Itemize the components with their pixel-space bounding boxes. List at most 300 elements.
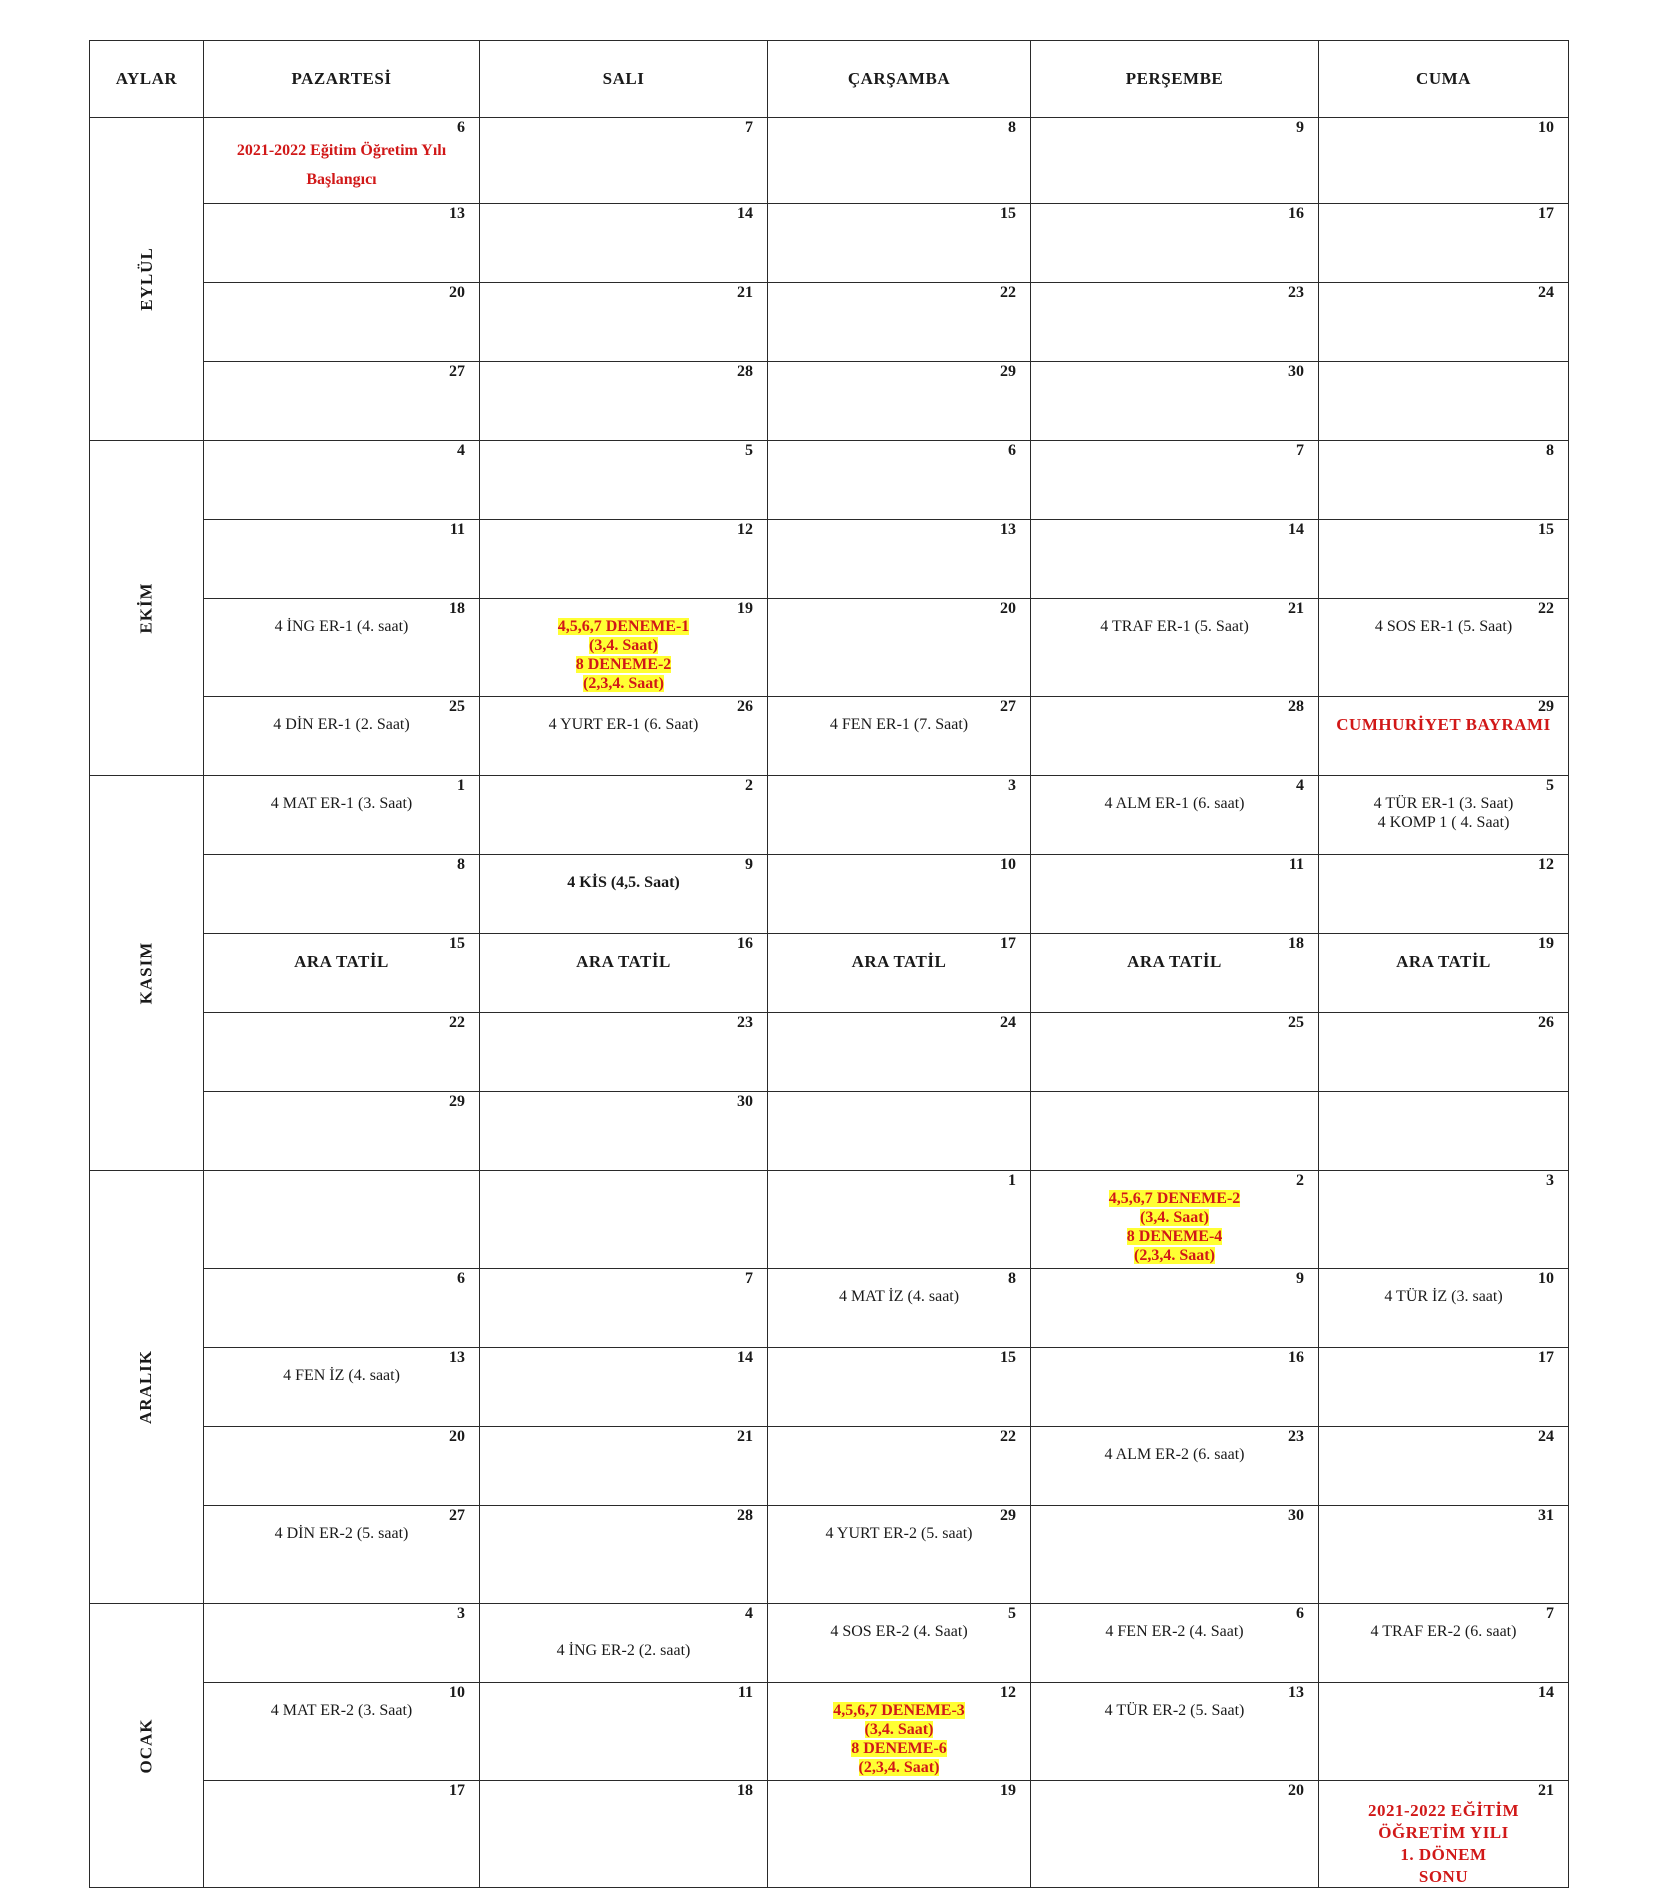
event-list (204, 1348, 479, 1385)
event-line (768, 1287, 1030, 1306)
day-cell-carsamba (768, 1604, 1031, 1683)
day-number: 15 (1538, 521, 1554, 538)
event-list (1319, 1013, 1568, 1031)
event-text: 4 İNG ER-1 (4. saat) (274, 618, 409, 635)
day-number: 20 (1288, 1782, 1304, 1799)
header-pazartesi: PAZARTESİ (204, 41, 480, 118)
day-cell-cuma (1319, 362, 1569, 441)
event-list (768, 1269, 1030, 1306)
event-list (480, 1683, 767, 1701)
calendar-body (90, 118, 1569, 1888)
school-calendar-table (89, 40, 1569, 1888)
event-list (768, 599, 1030, 617)
day-cell-cuma (1319, 776, 1569, 855)
event-line (1319, 617, 1568, 636)
day-cell-carsamba (768, 1506, 1031, 1604)
event-line (1319, 1799, 1568, 1821)
week-row (90, 1348, 1569, 1427)
day-cell-sali (480, 1506, 768, 1604)
day-number: 13 (449, 1349, 465, 1366)
day-number: 5 (1008, 1605, 1016, 1622)
day-number: 18 (737, 1782, 753, 1799)
day-cell-persembe (1031, 934, 1319, 1013)
event-list (1031, 1427, 1318, 1464)
event-list (204, 1506, 479, 1543)
event-text: 4 TRAF ER-2 (6. saat) (1370, 1623, 1517, 1640)
event-text: 4,5,6,7 DENEME-1 (557, 618, 690, 635)
day-number: 25 (449, 698, 465, 715)
day-cell-sali (480, 1604, 768, 1683)
week-row (90, 1092, 1569, 1171)
day-cell-persembe (1031, 1506, 1319, 1604)
day-number: 28 (737, 363, 753, 380)
event-list (1319, 776, 1568, 832)
event-list (480, 1013, 767, 1031)
day-number: 19 (737, 600, 753, 617)
event-list (1319, 697, 1568, 734)
day-cell-pazartesi (204, 1604, 480, 1683)
week-row (90, 697, 1569, 776)
day-cell-persembe (1031, 1269, 1319, 1348)
event-text: 4 KOMP 1 ( 4. Saat) (1377, 814, 1510, 831)
event-list (1319, 1683, 1568, 1701)
day-cell-pazartesi (204, 118, 480, 204)
day-cell-sali (480, 283, 768, 362)
event-line (1319, 715, 1568, 734)
day-cell-cuma (1319, 204, 1569, 283)
event-line (1031, 1227, 1318, 1246)
day-number: 6 (1008, 442, 1016, 459)
event-list (1031, 776, 1318, 813)
day-cell-cuma (1319, 934, 1569, 1013)
event-text: 8 DENEME-2 (575, 656, 672, 673)
event-text: 4 TRAF ER-1 (5. Saat) (1100, 618, 1249, 635)
day-number: 19 (1000, 1782, 1016, 1799)
day-number: 3 (457, 1605, 465, 1622)
day-cell-cuma (1319, 1348, 1569, 1427)
day-cell-pazartesi (204, 1171, 480, 1269)
event-list (1031, 283, 1318, 301)
event-list (768, 1506, 1030, 1543)
day-number: 17 (1538, 205, 1554, 222)
day-cell-persembe (1031, 855, 1319, 934)
day-number: 21 (1288, 600, 1304, 617)
event-text: 4 FEN ER-2 (4. Saat) (1105, 1623, 1244, 1640)
day-number: 17 (449, 1782, 465, 1799)
week-row (90, 1427, 1569, 1506)
event-list (1031, 1604, 1318, 1641)
event-list (1031, 1506, 1318, 1524)
event-list (204, 1683, 479, 1720)
day-number: 29 (1538, 698, 1554, 715)
day-cell-cuma (1319, 855, 1569, 934)
day-cell-carsamba (768, 204, 1031, 283)
day-cell-carsamba (768, 776, 1031, 855)
event-list (480, 118, 767, 136)
day-number: 11 (1288, 856, 1304, 873)
day-number: 15 (449, 935, 465, 952)
event-text: 4 DİN ER-1 (2. Saat) (273, 716, 410, 733)
event-list (480, 599, 767, 693)
event-text: (3,4. Saat) (589, 637, 658, 654)
week-row (90, 520, 1569, 599)
month-cell (90, 776, 204, 1171)
event-line (204, 165, 479, 194)
day-number: 5 (745, 442, 753, 459)
day-number: 12 (1000, 1684, 1016, 1701)
day-number: 14 (737, 1349, 753, 1366)
event-line (1319, 1821, 1568, 1843)
event-list (204, 1269, 479, 1287)
event-list (768, 1683, 1030, 1777)
day-cell-sali (480, 1683, 768, 1781)
day-cell-cuma (1319, 1506, 1569, 1604)
day-number: 30 (1288, 1507, 1304, 1524)
event-line (768, 1701, 1030, 1720)
event-list (204, 1781, 479, 1799)
event-list (1319, 204, 1568, 222)
day-cell-cuma (1319, 1269, 1569, 1348)
event-list (480, 1348, 767, 1366)
event-list (204, 599, 479, 636)
day-number: 27 (1000, 698, 1016, 715)
event-list (204, 204, 479, 222)
day-number: 13 (449, 205, 465, 222)
day-number: 14 (737, 205, 753, 222)
week-row (90, 776, 1569, 855)
event-list (480, 855, 767, 892)
day-number: 22 (1538, 600, 1554, 617)
month-label: KASIM (136, 941, 156, 1005)
event-line (204, 136, 479, 165)
day-number: 9 (1296, 1270, 1304, 1287)
day-number: 8 (1008, 119, 1016, 136)
event-list (768, 362, 1030, 380)
day-cell-carsamba (768, 441, 1031, 520)
event-list (204, 118, 479, 194)
day-number: 6 (457, 1270, 465, 1287)
event-text: 2021-2022 Eğitim Öğretim Yılı (236, 142, 447, 159)
event-line (1031, 1208, 1318, 1227)
day-cell-pazartesi (204, 855, 480, 934)
event-list (1319, 855, 1568, 873)
event-list (768, 1604, 1030, 1641)
header-sali: SALI (480, 41, 768, 118)
day-number: 6 (457, 119, 465, 136)
day-number: 10 (1000, 856, 1016, 873)
event-text: 1. DÖNEM (1400, 1845, 1487, 1864)
day-cell-carsamba (768, 934, 1031, 1013)
event-list (1319, 934, 1568, 971)
day-cell-sali (480, 1171, 768, 1269)
day-cell-pazartesi (204, 1092, 480, 1171)
day-number: 17 (1000, 935, 1016, 952)
event-line (1031, 1622, 1318, 1641)
event-list (1031, 1269, 1318, 1287)
event-list (768, 283, 1030, 301)
event-line (1319, 1287, 1568, 1306)
event-text: (2,3,4. Saat) (583, 675, 664, 692)
event-list (204, 520, 479, 538)
day-cell-persembe (1031, 1427, 1319, 1506)
day-cell-sali (480, 1013, 768, 1092)
day-cell-pazartesi (204, 1683, 480, 1781)
event-text: CUMHURİYET BAYRAMI (1336, 715, 1551, 734)
event-list (1031, 1683, 1318, 1720)
day-cell-cuma (1319, 1171, 1569, 1269)
event-list (1319, 118, 1568, 136)
day-number: 7 (745, 119, 753, 136)
day-number: 4 (745, 1605, 753, 1622)
event-text: 4 TÜR ER-2 (5. Saat) (1104, 1702, 1245, 1719)
day-number: 24 (1538, 1428, 1554, 1445)
event-line (204, 1366, 479, 1385)
event-list (480, 362, 767, 380)
event-list (204, 1171, 479, 1189)
event-list (480, 1604, 767, 1660)
week-row (90, 1604, 1569, 1683)
day-number: 29 (449, 1093, 465, 1110)
day-cell-sali (480, 1092, 768, 1171)
header-carsamba: ÇARŞAMBA (768, 41, 1031, 118)
day-cell-cuma (1319, 1013, 1569, 1092)
day-number: 4 (457, 442, 465, 459)
day-number: 23 (1288, 1428, 1304, 1445)
day-number: 5 (1546, 777, 1554, 794)
event-line (768, 952, 1030, 971)
event-list (1319, 441, 1568, 459)
day-cell-carsamba (768, 118, 1031, 204)
event-text: 4 MAT ER-2 (3. Saat) (270, 1702, 413, 1719)
event-line (1031, 1189, 1318, 1208)
event-list (480, 1506, 767, 1524)
day-number: 2 (1296, 1172, 1304, 1189)
month-label: ARALIK (136, 1349, 156, 1425)
event-line (480, 636, 767, 655)
day-number: 16 (737, 935, 753, 952)
week-row (90, 204, 1569, 283)
day-number: 21 (737, 284, 753, 301)
event-text: (3,4. Saat) (864, 1721, 934, 1738)
day-number: 22 (449, 1014, 465, 1031)
event-list (480, 934, 767, 971)
month-cell (90, 441, 204, 776)
week-row (90, 855, 1569, 934)
day-cell-pazartesi (204, 776, 480, 855)
day-number: 16 (1288, 205, 1304, 222)
day-cell-sali (480, 1427, 768, 1506)
event-text: ARA TATİL (1127, 952, 1222, 971)
event-text: ARA TATİL (1396, 952, 1491, 971)
day-number: 10 (449, 1684, 465, 1701)
day-number: 20 (449, 1428, 465, 1445)
day-cell-sali (480, 855, 768, 934)
day-cell-pazartesi (204, 1269, 480, 1348)
day-cell-sali (480, 776, 768, 855)
day-cell-carsamba (768, 599, 1031, 697)
event-line (480, 655, 767, 674)
day-cell-cuma (1319, 599, 1569, 697)
day-number: 10 (1538, 1270, 1554, 1287)
day-number: 16 (1288, 1349, 1304, 1366)
event-list (768, 934, 1030, 971)
day-cell-persembe (1031, 1013, 1319, 1092)
day-cell-sali (480, 204, 768, 283)
event-text: 4 ALM ER-2 (6. saat) (1104, 1446, 1245, 1463)
event-list (1319, 1427, 1568, 1445)
event-text: 4 ALM ER-1 (6. saat) (1104, 795, 1245, 812)
day-cell-persembe (1031, 362, 1319, 441)
day-cell-persembe (1031, 1092, 1319, 1171)
day-cell-cuma (1319, 1092, 1569, 1171)
day-number: 24 (1000, 1014, 1016, 1031)
event-line (768, 1739, 1030, 1758)
day-cell-cuma (1319, 118, 1569, 204)
day-number: 15 (1000, 1349, 1016, 1366)
event-list (204, 697, 479, 734)
day-number: 25 (1288, 1014, 1304, 1031)
day-number: 1 (457, 777, 465, 794)
event-list (1031, 520, 1318, 538)
day-number: 14 (1538, 1684, 1554, 1701)
event-line (1319, 1843, 1568, 1865)
day-cell-cuma (1319, 441, 1569, 520)
day-number: 9 (745, 856, 753, 873)
event-list (1031, 1013, 1318, 1031)
event-list (204, 934, 479, 971)
day-cell-carsamba (768, 362, 1031, 441)
day-number: 7 (1296, 442, 1304, 459)
day-cell-persembe (1031, 1683, 1319, 1781)
day-number: 9 (1296, 119, 1304, 136)
event-line (204, 617, 479, 636)
event-text: Başlangıcı (306, 171, 377, 188)
header-aylar: AYLAR (90, 41, 204, 118)
day-cell-persembe (1031, 441, 1319, 520)
event-list (204, 855, 479, 873)
event-list (480, 1171, 767, 1189)
event-line (768, 1524, 1030, 1543)
day-cell-sali (480, 697, 768, 776)
event-list (1031, 362, 1318, 380)
event-list (1319, 1781, 1568, 1887)
event-list (1031, 1781, 1318, 1799)
day-cell-pazartesi (204, 1781, 480, 1888)
day-number: 8 (1546, 442, 1554, 459)
day-cell-cuma (1319, 1427, 1569, 1506)
event-list (480, 283, 767, 301)
event-text: 4 YURT ER-2 (5. saat) (825, 1525, 973, 1542)
day-number: 18 (449, 600, 465, 617)
day-number: 21 (1538, 1782, 1554, 1799)
day-number: 14 (1288, 521, 1304, 538)
day-number: 27 (449, 1507, 465, 1524)
day-cell-persembe (1031, 283, 1319, 362)
event-text: ÖĞRETİM YILI (1378, 1823, 1509, 1842)
event-list (768, 441, 1030, 459)
day-cell-persembe (1031, 1781, 1319, 1888)
day-number: 19 (1538, 935, 1554, 952)
day-number: 7 (1546, 1605, 1554, 1622)
month-label: EYLÜL (136, 247, 156, 311)
event-line (768, 715, 1030, 734)
event-list (204, 1013, 479, 1031)
event-line (1319, 952, 1568, 971)
day-cell-carsamba (768, 1683, 1031, 1781)
event-list (768, 1427, 1030, 1445)
day-number: 13 (1288, 1684, 1304, 1701)
event-list (768, 1092, 1030, 1110)
event-list (1031, 1092, 1318, 1110)
event-list (768, 697, 1030, 734)
event-list (480, 1781, 767, 1799)
event-text: (2,3,4. Saat) (858, 1759, 940, 1776)
week-row (90, 441, 1569, 520)
event-line (1319, 1865, 1568, 1887)
header-row (90, 41, 1569, 118)
event-text: ARA TATİL (294, 952, 389, 971)
event-line (768, 1622, 1030, 1641)
day-number: 20 (1000, 600, 1016, 617)
event-line (480, 1622, 767, 1641)
event-text: 8 DENEME-6 (851, 1740, 947, 1757)
event-list (480, 776, 767, 794)
event-list (1319, 1348, 1568, 1366)
event-line (204, 1701, 479, 1720)
week-row (90, 118, 1569, 204)
day-cell-carsamba (768, 1171, 1031, 1269)
day-number: 3 (1546, 1172, 1554, 1189)
day-number: 29 (1000, 1507, 1016, 1524)
day-cell-sali (480, 1348, 768, 1427)
event-list (1031, 599, 1318, 636)
day-cell-pazartesi (204, 441, 480, 520)
day-cell-sali (480, 1781, 768, 1888)
day-cell-persembe (1031, 776, 1319, 855)
week-row (90, 1781, 1569, 1888)
day-number: 1 (1008, 1172, 1016, 1189)
month-cell (90, 1171, 204, 1604)
day-cell-persembe (1031, 118, 1319, 204)
day-cell-carsamba (768, 1013, 1031, 1092)
event-text: 4,5,6,7 DENEME-3 (833, 1702, 965, 1719)
event-line (480, 674, 767, 693)
event-list (1031, 441, 1318, 459)
day-cell-pazartesi (204, 1013, 480, 1092)
event-line (1031, 1246, 1318, 1265)
month-label: OCAK (136, 1718, 156, 1773)
event-list (1031, 697, 1318, 715)
day-number: 28 (737, 1507, 753, 1524)
event-text: 4 MAT ER-1 (3. Saat) (270, 795, 413, 812)
event-list (768, 1013, 1030, 1031)
week-row (90, 283, 1569, 362)
day-number: 12 (737, 521, 753, 538)
day-number: 6 (1296, 1605, 1304, 1622)
day-cell-cuma (1319, 1683, 1569, 1781)
day-number: 23 (1288, 284, 1304, 301)
day-number: 15 (1000, 205, 1016, 222)
day-number: 10 (1538, 119, 1554, 136)
event-text: 4 MAT İZ (4. saat) (838, 1288, 960, 1305)
day-number: 17 (1538, 1349, 1554, 1366)
day-cell-cuma (1319, 283, 1569, 362)
day-cell-carsamba (768, 1427, 1031, 1506)
week-row (90, 1171, 1569, 1269)
day-cell-sali (480, 520, 768, 599)
day-cell-pazartesi (204, 1348, 480, 1427)
event-text: 4 TÜR ER-1 (3. Saat) (1373, 795, 1514, 812)
